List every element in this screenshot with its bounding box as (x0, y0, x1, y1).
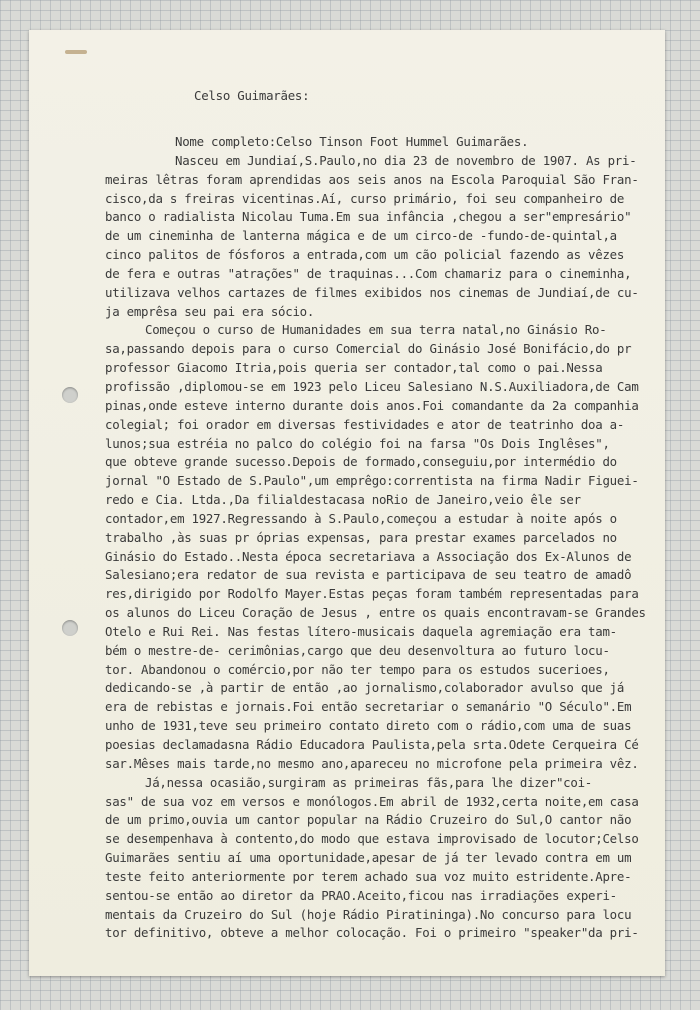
text-line: colegial; foi orador em diversas festividades e ator de teatrinho doa a- (105, 416, 625, 432)
punch-hole-icon (62, 620, 78, 636)
text-line: sentou-se então ao diretor da PRAO.Aceito,ficou nas irradiações experi- (105, 887, 617, 903)
text-line: Guimarães sentiu aí uma oportunidade,apesar de já ter levado contra em um (105, 850, 632, 866)
text-line: profissão ,diplomou-se em 1923 pelo Liceu Salesiano N.S.Auxiliadora,de Cam (105, 378, 639, 394)
text-line: cinco palitos de fósforos a entrada,com um cão policial fazendo as vêzes (105, 247, 625, 263)
typed-text (105, 88, 646, 943)
text-line: de um cineminha de lanterna mágica e de um circo-de -fundo-de-quintal,a (105, 228, 617, 244)
text-line: poesias declamadasna Rádio Educadora Paulista,pela srta.Odete Cerqueira Cé (105, 737, 639, 752)
text-line: mentais da Cruzeiro do Sul (hoje Rádio Piratininga).No concurso para locu (105, 906, 632, 922)
text-line: Ginásio do Estado..Nesta época secretariava a Associação dos Ex-Alunos de (105, 548, 632, 564)
document-title: Celso Guimarães: (194, 88, 310, 103)
text-line: tor. Abandonou o comércio,por não ter tempo para os estudos sucerioes, (105, 661, 610, 677)
text-line: utilizava velhos cartazes de filmes exibidos nos cinemas de Jundiaí,de cu- (105, 284, 639, 300)
text-line: Otelo e Rui Rei. Nas festas lítero-musicais daquela agremiação era tam- (105, 623, 617, 639)
text-line: bém o mestre-de- cerimônias,cargo que deu desenvoltura ao futuro locu- (105, 642, 610, 658)
text-line: contador,em 1927.Regressando à S.Paulo,começou a estudar à noite após o (105, 510, 617, 526)
text-line: dedicando-se ,à partir de então ,ao jornalismo,colaborador avulso que já (105, 680, 625, 696)
text-line: era de rebistas e jornais.Foi então secretariar o semanário "O Século".Em (105, 699, 632, 715)
text-line: res,dirigido por Rodolfo Mayer.Estas peças foram também representadas para (105, 586, 639, 602)
text-line: Já,nessa ocasião,surgiram as primeiras fãs,para lhe dizer"coi- (145, 774, 593, 790)
punch-hole-icon (62, 387, 78, 403)
text-line: redo e Cia. Ltda.,Da filialdestacasa noRio de Janeiro,veio êle ser (105, 492, 581, 508)
text-line: sar.Mêses mais tarde,no mesmo ano,apareceu no microfone pela primeira vêz. (105, 755, 639, 771)
text-line: os alunos do Liceu Coração de Jesus , entre os quais encontravam-se Grandes (105, 605, 646, 621)
text-line: que obteve grande sucesso.Depois de formado,conseguiu,por intermédio do (105, 454, 617, 470)
text-line: banco o radialista Nicolau Tuma.Em sua infância ,chegou a ser"empresário" (105, 209, 632, 225)
text-line: cisco,da s freiras vicentinas.Aí, curso primário, foi seu companheiro de (105, 190, 625, 206)
text-line: Salesiano;era redator de sua revista e participava de seu teatro de amadô (105, 567, 632, 583)
text-line: teste feito anteriormente por terem achado sua voz muito estridente.Apre- (105, 868, 632, 884)
text-line: unho de 1931,teve seu primeiro contato direto com o rádio,com uma de suas (105, 718, 632, 734)
text-line: de fera e outras "atrações" de traquinas...Com chamariz para o cineminha, (105, 265, 632, 281)
text-line: se desempenhava à contento,do modo que estava improvisado de locutor;Celso (105, 831, 639, 847)
text-line: pinas,onde esteve interno durante dois anos.Foi comandante da 2a companhia (105, 397, 639, 413)
text-line: trabalho ,às suas pr óprias expensas, para prestar exames parcelados no (105, 529, 617, 545)
text-line: lunos;sua estréia no palco do colégio foi na farsa "Os Dois Inglêses", (105, 435, 610, 451)
text-body (105, 133, 646, 943)
text-line: Nasceu em Jundiaí,S.Paulo,no dia 23 de novembro de 1907. As pri- (175, 152, 637, 168)
text-line: Nome completo:Celso Tinson Foot Hummel Guimarães. (175, 134, 529, 149)
text-line: sa,passando depois para o curso Comercial do Ginásio José Bonifácio,do pr (105, 341, 632, 357)
text-line: professor Giacomo Itria,pois queria ser contador,tal como o pai.Nessa (105, 360, 603, 376)
text-line: tor definitivo, obteve a melhor colocação. Foi o primeiro "speaker"da pri- (105, 925, 639, 941)
text-line: sas" de sua voz em versos e monólogos.Em abril de 1932,certa noite,em casa (105, 793, 639, 809)
text-line: ja emprêsa seu pai era sócio. (105, 303, 315, 319)
text-line: de um primo,ouvia um cantor popular na Rádio Cruzeiro do Sul,O cantor não (105, 812, 632, 828)
stain-mark (65, 50, 87, 54)
text-line: jornal "O Estado de S.Paulo",um emprêgo:correntista na firma Nadir Figuei- (105, 473, 639, 489)
text-line: meiras lêtras foram aprendidas aos seis anos na Escola Paroquial São Fran- (105, 171, 639, 187)
text-line: Começou o curso de Humanidades em sua terra natal,no Ginásio Ro- (145, 322, 607, 338)
